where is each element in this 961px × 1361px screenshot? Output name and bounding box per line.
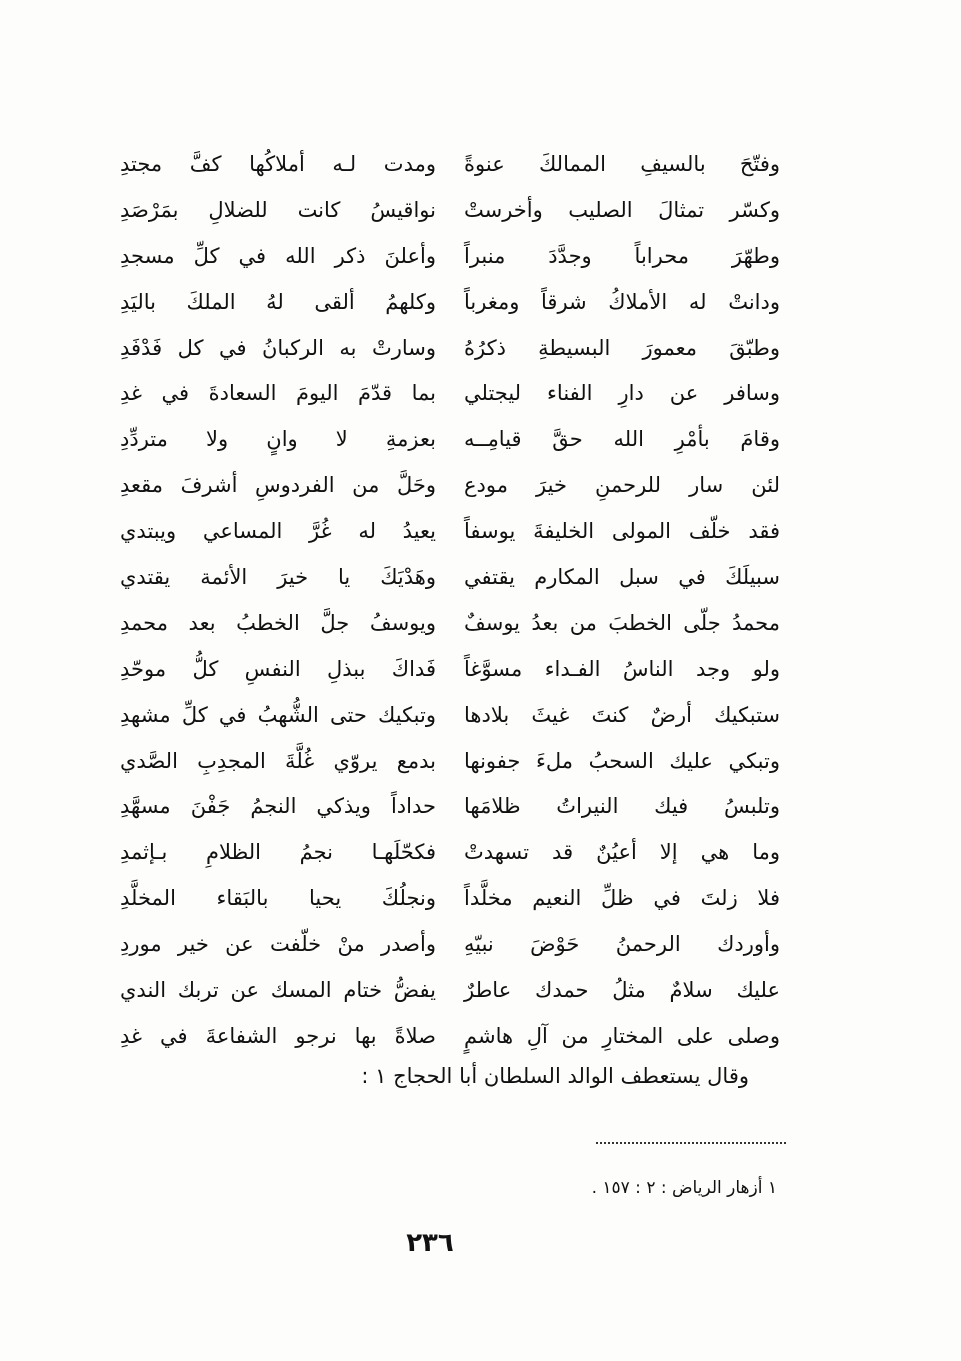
verse-second-hemistich: بعزمةِ لا وانٍ ولا متردِّدِ: [120, 427, 436, 452]
verse-second-hemistich: فكحّلَهـا نجمُ الظلامِ بـإثمدِ: [120, 840, 436, 865]
verse-second-hemistich: ويوسفُ جلَّ الخطبُ بعد محمدِ: [120, 610, 436, 635]
verse: [120, 922, 780, 968]
verse-first-hemistich: وصلى على المختارِ من آلِ هاشمٍ: [464, 1023, 780, 1048]
verse-second-hemistich: صلاةً بها نرجو الشفاعةَ في غدِ: [120, 1023, 436, 1048]
verse-second-hemistich: فَداكَ ببذلِ النفسِ كلُّ موحّدِ: [120, 656, 436, 681]
poem: [120, 142, 780, 1060]
verse-first-hemistich: وطبّقَ معمورَ البسيطةِ ذكرُهُ: [464, 335, 780, 360]
verse-second-hemistich: نواقيسُ كانت للضلالِ بمَرْصَدِ: [120, 197, 436, 222]
verse: [120, 968, 780, 1014]
verse: [120, 1014, 780, 1060]
verse: [120, 371, 780, 417]
verse-second-hemistich: بما قدّمَ اليومَ السعادةَ في غدِ: [120, 381, 436, 406]
verse: [120, 876, 780, 922]
verse: [120, 830, 780, 876]
verse-first-hemistich: ودانتْ له الأملاكُ شرقاً ومغرباً: [464, 289, 780, 314]
verse-second-hemistich: وكلهمُ ألقى لهُ الملكَ باليَدِ: [120, 289, 436, 314]
verse: [120, 142, 780, 188]
verse-second-hemistich: يفضُّ ختام المسك عن تربك الندي: [120, 978, 436, 1003]
verse: [120, 601, 780, 647]
verse: [120, 739, 780, 785]
verse: [120, 234, 780, 280]
verse-second-hemistich: بدمع يروّي غُلَّةَ المجدِبِ الصَّدي: [120, 748, 436, 773]
verse-first-hemistich: فقد خلّف المولى الخليفةَ يوسفاً: [464, 519, 780, 544]
verse: [120, 326, 780, 372]
verse-first-hemistich: لئن سار للرحمنِ خيرَ مودع: [464, 473, 780, 498]
verse-second-hemistich: وحَلَّ من الفردوسِ أشرفَ مقعدِ: [120, 473, 436, 498]
verse: [120, 463, 780, 509]
verse: [120, 417, 780, 463]
verse: [120, 693, 780, 739]
verse: [120, 280, 780, 326]
page-number: ٢٣٦: [406, 1228, 454, 1258]
verse-first-hemistich: وسافر عن دارِ الفناء ليجتلي: [464, 381, 780, 406]
verse-second-hemistich: وسارتْ به الركبانُ في كل فَدْفَدِ: [120, 335, 436, 360]
verse-second-hemistich: يعيدُ له غُرَّ المساعي ويبتدي: [120, 519, 436, 544]
verse-first-hemistich: وكسّر تمثالَ الصليب وأخرستْ: [464, 197, 780, 222]
verse-first-hemistich: وتبكي عليك السحبُ ملءَ جفونها: [464, 748, 780, 773]
verse-first-hemistich: وطهّرَ محراباً وجدَّدَ منبراً: [464, 243, 780, 268]
verse: [120, 555, 780, 601]
verse-first-hemistich: فلا زلتَ في ظلِّ النعيم مخلَّداً: [464, 886, 780, 911]
verse-first-hemistich: وقامَ بأمْرِ الله حقَّ قيامِــه: [464, 427, 780, 452]
verse: [120, 188, 780, 234]
footnote: ١ أزهار الرياض : ٢ : ١٥٧ .: [591, 1178, 777, 1198]
verse-second-hemistich: وتبكيك حتى الشُّهبُ في كلِّ مشهدِ: [120, 702, 436, 727]
verse-first-hemistich: ولو وجد الناسُ الفـداء مسوَّغاً: [464, 656, 780, 681]
verse: [120, 647, 780, 693]
verse-first-hemistich: سبيلَكَ في سبل المكارم يقتفي: [464, 565, 780, 590]
footnote-separator: [596, 1142, 786, 1144]
verse: [120, 509, 780, 555]
verse-second-hemistich: حداداً ويذكي النجمُ جَفْنَ مسهَّدِ: [120, 794, 436, 819]
verse-first-hemistich: وما هي إلا أعيُنٌ قد تسهدتْ: [464, 840, 780, 865]
verse-second-hemistich: ونجلُكَ يحيا بالبَقاء المخلَّدِ: [120, 886, 436, 911]
verse-second-hemistich: ومدت لـه أملاكُها كفَّ مجتدِ: [120, 152, 436, 176]
verse: [120, 784, 780, 830]
verse-second-hemistich: وأعلنَ ذكر الله في كلِّ مسجدِ: [120, 243, 436, 268]
verse-first-hemistich: عليك سلامٌ مثلُ حمدك عاطرٌ: [464, 978, 780, 1003]
verse-second-hemistich: وأصدر منْ خلّفت عن خير موردِ: [120, 932, 436, 957]
verse-first-hemistich: وفتّحَ بالسيفِ الممالكَ عنوةً: [464, 152, 780, 176]
verse-first-hemistich: ستبكيك أرضٌ كنتَ غيثَ بلادها: [464, 702, 780, 727]
verse-second-hemistich: وهَدْيَكَ يا خيرَ الأئمة يقتدي: [120, 565, 436, 590]
verse-first-hemistich: وأوردك الرحمنُ حَوْضَ نبيّهِ: [464, 932, 780, 957]
intro-line: وقال يستعطف الوالد السلطان أبا الحجاج ١ :: [361, 1064, 749, 1088]
verse-first-hemistich: محمدُ جلّى الخطبَ من بعدُ يوسفٌ: [464, 610, 780, 635]
verse-first-hemistich: وتلبسُ فيك النيراتُ ظلامَها: [464, 794, 780, 819]
